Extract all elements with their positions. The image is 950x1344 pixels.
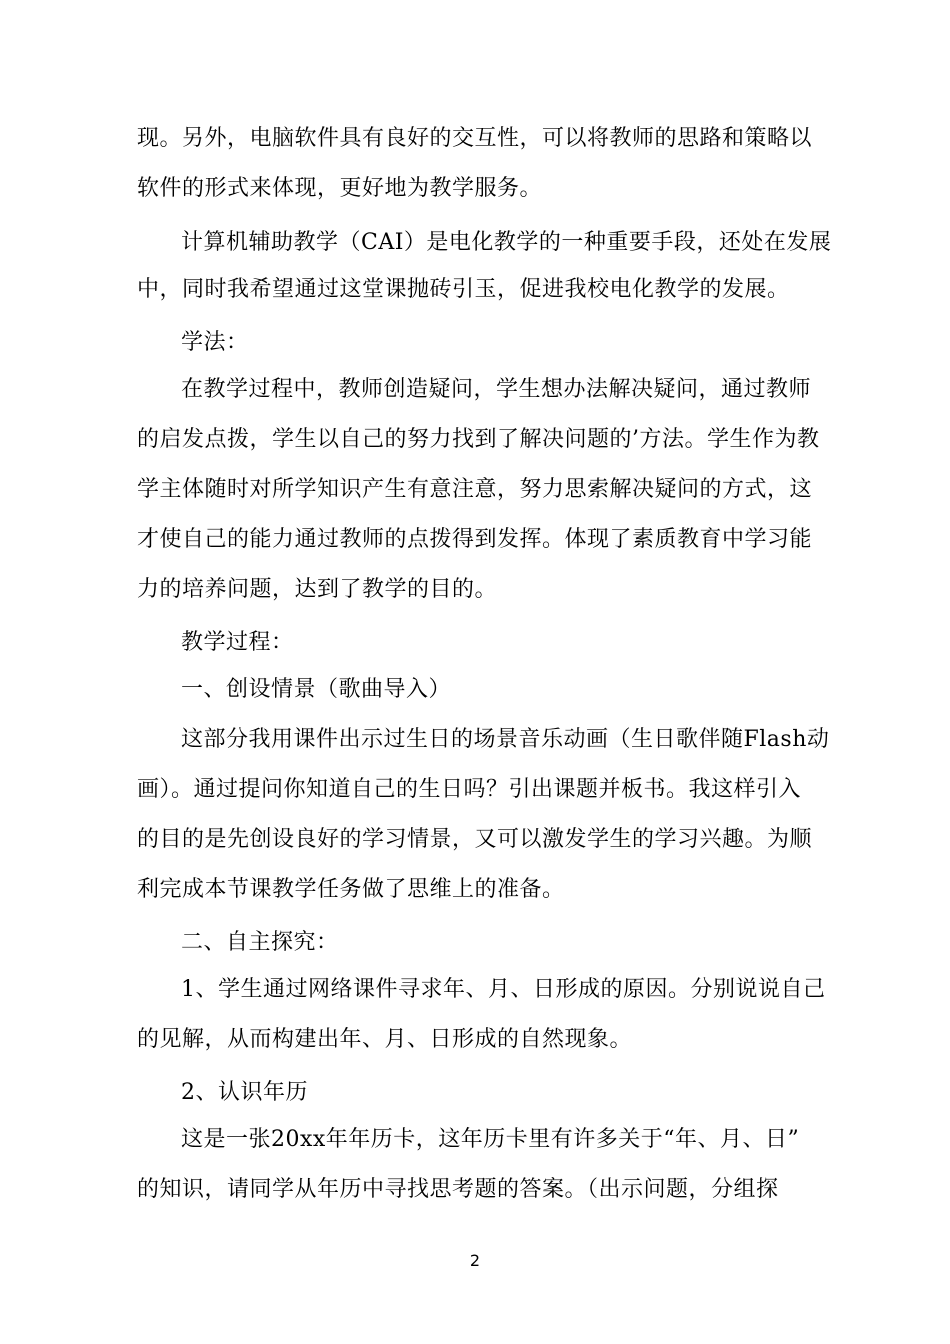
text-line: 画）。通过提问你知道自己的生日吗？引出课题并板书。我这样引入 bbox=[137, 777, 802, 802]
section-heading: 学法： bbox=[181, 330, 249, 355]
text-line: 这是一张20xx年年历卡，这年历卡里有许多关于“年、月、日” bbox=[181, 1127, 800, 1152]
text-line: 计算机辅助教学（CAI）是电化教学的一种重要手段，还处在发展 bbox=[181, 230, 832, 255]
text-line: 现。另外，电脑软件具有良好的交互性，可以将教师的思路和策略以 bbox=[137, 126, 813, 151]
text-line: 的见解，从而构建出年、月、日形成的自然现象。 bbox=[137, 1027, 633, 1052]
text-line: 中，同时我希望通过这堂课抛砖引玉，促进我校电化教学的发展。 bbox=[137, 277, 790, 302]
text-line: 的目的是先创设良好的学习情景，又可以激发学生的学习兴趣。为顺 bbox=[137, 827, 813, 852]
section-heading: 教学过程： bbox=[181, 630, 294, 655]
text-line: 学主体随时对所学知识产生有意注意，努力思索解决疑问的方式，这 bbox=[137, 477, 813, 502]
text-line: 力的培养问题，达到了教学的目的。 bbox=[137, 577, 498, 602]
section-heading: 2、认识年历 bbox=[181, 1080, 308, 1105]
text-line: 的启发点拨，学生以自己的努力找到了解决问题的’方法。学生作为教 bbox=[137, 427, 820, 452]
text-line: 1、学生通过网络课件寻求年、月、日形成的原因。分别说说自己 bbox=[181, 977, 826, 1002]
text-line: 利完成本节课教学任务做了思维上的准备。 bbox=[137, 877, 565, 902]
text-line: 才使自己的能力通过教师的点拨得到发挥。体现了素质教育中学习能 bbox=[137, 527, 813, 552]
text-line: 这部分我用课件出示过生日的场景音乐动画（生日歌伴随Flash动 bbox=[181, 727, 830, 752]
text-line: 的知识，请同学从年历中寻找思考题的答案。（出示问题，分组探 bbox=[137, 1177, 779, 1202]
page-number: 2 bbox=[469, 1251, 481, 1270]
text-line: 软件的形式来体现，更好地为教学服务。 bbox=[137, 176, 543, 201]
section-heading: 二、自主探究： bbox=[181, 930, 339, 955]
text-line: 在教学过程中，教师创造疑问，学生想办法解决疑问，通过教师 bbox=[181, 377, 812, 402]
section-heading: 一、创设情景（歌曲导入） bbox=[181, 677, 452, 702]
